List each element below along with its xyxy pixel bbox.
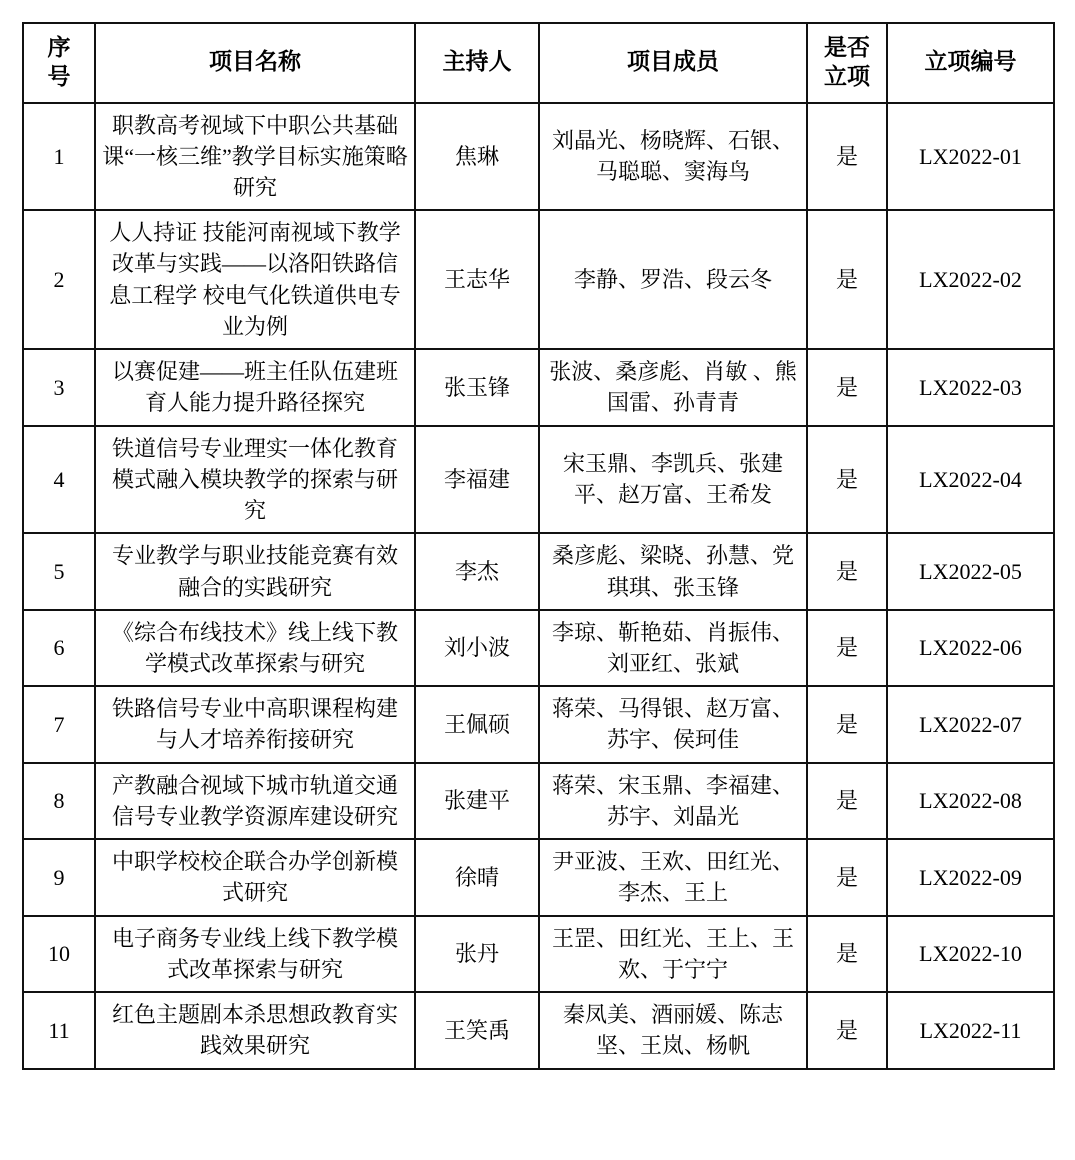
cell-seq: 2	[23, 210, 95, 349]
cell-members: 王罡、田红光、王上、王欢、于宁宁	[539, 916, 807, 992]
cell-name: 铁路信号专业中高职课程构建与人才培养衔接研究	[95, 686, 415, 762]
cell-host: 张建平	[415, 763, 539, 839]
cell-name: 电子商务专业线上线下教学模式改革探索与研究	[95, 916, 415, 992]
cell-members: 桑彦彪、梁晓、孙慧、党琪琪、张玉锋	[539, 533, 807, 609]
column-header-approved-line1: 是否	[824, 35, 870, 60]
cell-name: 《综合布线技术》线上线下教学模式改革探索与研究	[95, 610, 415, 686]
cell-name: 专业教学与职业技能竞赛有效融合的实践研究	[95, 533, 415, 609]
cell-name: 铁道信号专业理实一体化教育模式融入模块教学的探索与研究	[95, 426, 415, 534]
cell-code: LX2022-06	[887, 610, 1054, 686]
cell-seq: 7	[23, 686, 95, 762]
cell-members: 李静、罗浩、段云冬	[539, 210, 807, 349]
table-row	[23, 103, 1054, 211]
column-header-host: 主持人	[415, 23, 539, 103]
cell-host: 徐晴	[415, 839, 539, 915]
cell-host: 王笑禹	[415, 992, 539, 1068]
cell-members: 李琼、靳艳茹、肖振伟、刘亚红、张斌	[539, 610, 807, 686]
cell-name: 职教高考视域下中职公共基础课“一核三维”教学目标实施策略研究	[95, 103, 415, 211]
table-row	[23, 916, 1054, 992]
table-row	[23, 992, 1054, 1068]
cell-seq: 8	[23, 763, 95, 839]
column-header-seq-line2: 号	[47, 63, 71, 89]
cell-host: 刘小波	[415, 610, 539, 686]
cell-seq: 4	[23, 426, 95, 534]
table-header-row	[23, 23, 1054, 103]
cell-approved: 是	[807, 686, 887, 762]
table-body	[23, 103, 1054, 1069]
table-header	[23, 23, 1054, 103]
cell-name: 产教融合视域下城市轨道交通信号专业教学资源库建设研究	[95, 763, 415, 839]
table-row	[23, 686, 1054, 762]
cell-name: 人人持证 技能河南视域下教学改革与实践——以洛阳铁路信息工程学 校电气化铁道供电专业为例	[95, 210, 415, 349]
project-approval-table	[22, 22, 1055, 1070]
column-header-name: 项目名称	[95, 23, 415, 103]
cell-members: 秦凤美、酒丽媛、陈志坚、王岚、杨帆	[539, 992, 807, 1068]
cell-name: 以赛促建——班主任队伍建班育人能力提升路径探究	[95, 349, 415, 425]
cell-seq: 10	[23, 916, 95, 992]
column-header-seq	[23, 23, 95, 103]
cell-approved: 是	[807, 426, 887, 534]
cell-code: LX2022-07	[887, 686, 1054, 762]
cell-members: 宋玉鼎、李凯兵、张建平、赵万富、王希发	[539, 426, 807, 534]
cell-host: 王佩硕	[415, 686, 539, 762]
table-row	[23, 426, 1054, 534]
cell-approved: 是	[807, 349, 887, 425]
cell-members: 刘晶光、杨晓辉、石银、马聪聪、窦海鸟	[539, 103, 807, 211]
cell-approved: 是	[807, 916, 887, 992]
column-header-code: 立项编号	[887, 23, 1054, 103]
page-top-margin	[22, 14, 1053, 22]
cell-host: 焦琳	[415, 103, 539, 211]
cell-host: 李杰	[415, 533, 539, 609]
cell-approved: 是	[807, 610, 887, 686]
cell-seq: 1	[23, 103, 95, 211]
cell-host: 张丹	[415, 916, 539, 992]
cell-code: LX2022-09	[887, 839, 1054, 915]
cell-approved: 是	[807, 533, 887, 609]
cell-seq: 5	[23, 533, 95, 609]
cell-host: 王志华	[415, 210, 539, 349]
cell-code: LX2022-02	[887, 210, 1054, 349]
cell-host: 李福建	[415, 426, 539, 534]
cell-code: LX2022-03	[887, 349, 1054, 425]
cell-seq: 6	[23, 610, 95, 686]
table-row	[23, 839, 1054, 915]
cell-name: 红色主题剧本杀思想政教育实践效果研究	[95, 992, 415, 1068]
table-row	[23, 533, 1054, 609]
table-row	[23, 763, 1054, 839]
cell-members: 张波、桑彦彪、肖敏 、熊国雷、孙青青	[539, 349, 807, 425]
cell-seq: 9	[23, 839, 95, 915]
cell-approved: 是	[807, 210, 887, 349]
cell-code: LX2022-05	[887, 533, 1054, 609]
cell-code: LX2022-04	[887, 426, 1054, 534]
cell-approved: 是	[807, 992, 887, 1068]
cell-approved: 是	[807, 103, 887, 211]
cell-members: 蒋荣、宋玉鼎、李福建、苏宇、刘晶光	[539, 763, 807, 839]
cell-seq: 3	[23, 349, 95, 425]
cell-approved: 是	[807, 763, 887, 839]
cell-name: 中职学校校企联合办学创新模式研究	[95, 839, 415, 915]
column-header-members: 项目成员	[539, 23, 807, 103]
cell-host: 张玉锋	[415, 349, 539, 425]
cell-approved: 是	[807, 839, 887, 915]
cell-code: LX2022-11	[887, 992, 1054, 1068]
cell-code: LX2022-10	[887, 916, 1054, 992]
cell-code: LX2022-08	[887, 763, 1054, 839]
column-header-approved-line2: 立项	[824, 63, 870, 89]
cell-code: LX2022-01	[887, 103, 1054, 211]
column-header-seq-line1: 序	[47, 35, 71, 60]
table-row	[23, 610, 1054, 686]
cell-members: 蒋荣、马得银、赵万富、苏宇、侯珂佳	[539, 686, 807, 762]
column-header-approved	[807, 23, 887, 103]
cell-members: 尹亚波、王欢、田红光、李杰、王上	[539, 839, 807, 915]
table-row	[23, 210, 1054, 349]
table-row	[23, 349, 1054, 425]
cell-seq: 11	[23, 992, 95, 1068]
